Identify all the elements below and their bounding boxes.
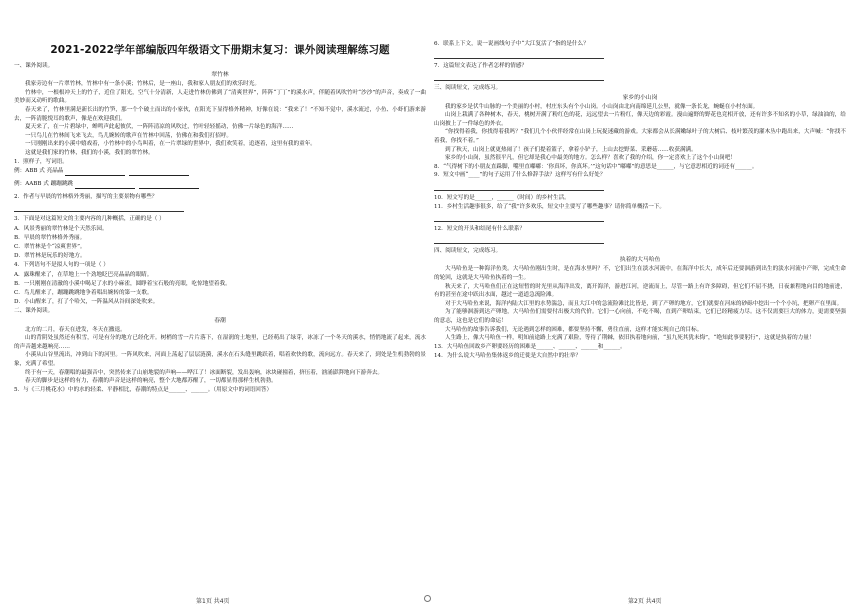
answer-line[interactable] xyxy=(434,183,604,191)
binding-hole-icon xyxy=(424,595,431,602)
answer-line[interactable] xyxy=(14,204,184,212)
question: 1．照样子，写词语。 xyxy=(14,158,68,165)
option: C．翠竹林是个“凉爽世界”。 xyxy=(14,243,86,250)
option: D．小山醒来了，打了个哈欠，一阵温风从谷间深处吹来。 xyxy=(14,299,159,306)
example-line xyxy=(14,167,426,176)
question: 6．联系上下文，说一说画线句子中“大江复活了”指的是什么？ xyxy=(434,41,589,47)
answer-line[interactable] xyxy=(434,51,604,59)
answer-line[interactable] xyxy=(434,236,604,244)
paragraph: 家乡的小山岗，虽然很平凡，但它却是我心中最美的地方。怎么样？喜欢了我的介绍，你一定喜欢上了这个小山岗吧！ xyxy=(445,155,736,162)
option: D．翠竹林是玩乐的好地方。 xyxy=(14,253,86,260)
question: 2．作者与早晨的竹林格外秀丽，描写的主要景物有哪些？ xyxy=(14,194,158,201)
example-text: 例：AABB 式 蹦蹦跳跳 xyxy=(14,180,74,187)
passage-title: 执着的大马哈鱼 xyxy=(619,257,661,264)
paragraph: 到了秋天，山岗上就更热闹了！孩子们提着篮子，拿着小铲子，上山去挖野菜、采蘑菇……收获满满。 xyxy=(445,146,697,153)
section-heading: 四、阅读短文，完成练习。 xyxy=(434,248,502,255)
answer-blank[interactable] xyxy=(65,169,125,176)
question: 11．乡村生活趣事很多，给了“我”许多欢乐，短文中主要写了哪些趣事？请你简单概括一下。 xyxy=(434,203,665,210)
answer-line[interactable] xyxy=(434,214,604,222)
answer-blank[interactable] xyxy=(139,182,199,189)
paragraph: 一只刚刚出来的小溪中嬉戏着，小竹林中的小鸟叫着，在一片翠绿的世界中，我们欢笑着，追逐着，这里有我的童年。 xyxy=(25,141,316,148)
paragraph: 山岗上栽满了各种树木，春天，桃树开满了粉红色的花，远远望去一片粉红，像天边的彩霞。漫山遍野的野花也竞相开放，还有许多不知名的小草，绿油油的，给山岗披上了一件绿色的外衣。 xyxy=(434,112,846,127)
paragraph: “你找得着我，你找得着我吗？”我们几个小伙伴经常在山岗上玩捉迷藏的游戏。大家都会从长满嫩绿叶子的大树后、枝叶繁茂的灌木丛中跑出来，大声喊：“你找不着我，你找不着。” xyxy=(434,129,846,144)
page-right xyxy=(434,0,846,592)
question: 10．短文写的是______，______（时间）的乡村生活。 xyxy=(434,194,570,201)
option: B．一只刚刚在清澈的小溪中喝足了水的小麻雀，圆睁着宝石般的亮眼，吃惊地望着我。 xyxy=(14,280,231,287)
passage-title: 春潮 xyxy=(214,317,226,324)
section-heading: 三、阅读短文，完成练习。 xyxy=(434,85,502,92)
paragraph: 这就是我们家的竹林，我们的小溪，我们的翠竹林。 xyxy=(25,149,154,156)
answer-line[interactable] xyxy=(434,73,604,81)
option: A．风景秀丽的翠竹林是个天然乐园。 xyxy=(14,225,108,232)
paragraph: 竹林中，一根根冲天上的竹子，近住了阳光，空气十分清新，人走进竹林仿佛到了“清爽世界”，阵阵“丁丁”的溪水声，伴随着风吹竹叶“沙沙”的声音，奏成了一曲美妙而又动听的歌曲。 xyxy=(14,89,426,105)
paragraph: 人生路上，像大马哈鱼一样，明知前途路上充满了艰险，等待了荆棘，依旧执着地向前，“虽九死其犹未悔”，“绝知此事要躬行”，这就是执着的力量！ xyxy=(445,335,815,342)
question: 9．短文中画“____”的句子运用了什么修辞手法？这样写有什么好处？ xyxy=(434,172,606,179)
page-left xyxy=(14,0,426,592)
document-title: 2021-2022学年部编版四年级语文下册期末复习：课外阅读理解练习题 xyxy=(50,44,390,56)
paragraph: 大马哈鱼是一种海洋鱼类。大马哈鱼刚出生时，是在海水里吗？不，它们出生在淡水河流中，在海洋中长大，成年后还要洄游到出生的淡水河流中产卵，完成生命的轮回，这就是大马哈鱼执着的一生。 xyxy=(434,266,846,281)
paragraph: 春天的脚步是这样的有力，春潮的声音是这样的响亮，整个大地都苏醒了，一切都显得那样生机勃勃。 xyxy=(25,378,277,385)
paragraph: 春天来了，竹林里满是新长出的竹笋，那一个个破土而出的小家伙，在阳光下显得格外精神，好像在说：“我来了！”不知不觉中，溪水流过，小鱼、小虾们游来游去，一阵清脆悦耳的歌声，像是在欢迎我们。 xyxy=(14,106,426,122)
page-number-right: 第2页 共4页 xyxy=(628,598,662,605)
question: 8．“气得树下的小朋友直跺脚，嘴里直嘟嘟：‘你真坏，你真坏。’”这句话中“嘟嘟”的意思是______，与它意思相近的词还有______。 xyxy=(434,163,758,170)
option: A．露珠醒来了，在草地上一个劲地眨巴亮晶晶的眼睛。 xyxy=(14,271,153,278)
passage-title: 家乡的小山岗 xyxy=(622,94,658,101)
paragraph: 北方的二月，春天在进发，冬天在撤退。 xyxy=(25,326,126,333)
section-heading: 一、课外阅读。 xyxy=(14,63,54,69)
paragraph: 对于大马哈鱼来说，海洋内陆大江里的水势湍急，而且大江中的急流险滩比比皆是，到了产卵的地方，它们就要在河床的砂砾中挖出一个个小坑，把卵产在里面。 xyxy=(445,300,843,307)
option: C．鸟儿醒来了，蹦蹦跳跳地争着唱出婉转的第一支歌。 xyxy=(14,289,153,296)
paragraph: 小溪从山谷里流出，冲到山下的河里。一阵风吹来，河面上荡起了层层涟漪，溪水在石头缝里跳跃着，唱着欢快的歌，流向远方。春天来了，到处是生机勃勃的景象，充满了希望。 xyxy=(14,352,426,367)
paragraph: 大马哈鱼的故事告诉我们，无论遇到怎样的困难，都要坚持不懈，勇往直前，这样才能实现自己的目标。 xyxy=(445,326,703,333)
question: 12．短文的开头和结尾有什么联系？ xyxy=(434,225,526,232)
paragraph: 我家旁边有一片翠竹林，竹林中有一条小溪；竹林后，是一座山，我和家人朋友们的欢乐时光。 xyxy=(25,81,260,88)
example-text: 例：ABB 式 亮晶晶 xyxy=(14,167,64,174)
question: 7．这篇短文表达了作者怎样的情感？ xyxy=(434,63,528,70)
paragraph: 我的家乡是伏牛山脉的一个美丽的小村，村庄东头有个小山岗。小山岗由北向南绵延几公里，就像一条长龙，蜿蜒在小村东面。 xyxy=(445,103,759,110)
passage-title: 翠竹林 xyxy=(211,72,229,79)
paragraph: 为了能够洄游到达产卵地，大马哈鱼们需要付出极大的代价。它们一心向前，不吃不喝，直到产卵结束，它们已经精疲力尽。这不仅需要巨大的体力，更需要坚强的意志，这也是它们的命运！ xyxy=(434,309,846,324)
question: 5．与《三月桃花水》中的水的轻柔、平静相比，春潮的特点是______、______。（用原文中的词语回答） xyxy=(14,386,273,393)
question: 13．大马哈鱼回故乡产卵要经历的困难是______、______、______和______。 xyxy=(434,343,626,350)
question: 14．为什么说大马哈鱼集体返乡的迁徙是大自然中的壮举？ xyxy=(434,352,581,359)
question: 3．下面是对这篇短文的主要内容的几种概括，正确的是（ ） xyxy=(14,216,165,223)
paragraph: 终于有一天，春潮唱的最强音中，突然传来了山崩地裂的声响——哗江了！冰面断裂，发出轰响，冰块碰撞着，挤压着，汹涌澎湃地向下游奔去。 xyxy=(25,369,384,376)
section-heading: 二、课外阅读。 xyxy=(14,308,54,315)
paragraph: 山的背阴处虽然还有积雪，可是有分的地方已经化开。树梢的雪一片片落下，在湿润的土地里，已经萌出了绿芽，冰冻了一个冬天的溪水，悄悄地流了起来，流水的声音越来越响亮…… xyxy=(14,335,426,350)
question: 4．下列语句不是拟人句的一项是（ ） xyxy=(14,262,109,269)
answer-blank[interactable] xyxy=(129,169,189,176)
page-number-left: 第1页 共4页 xyxy=(196,598,230,605)
paragraph: 一只鸟儿在竹林间飞来飞去，鸟儿婉转的歌声在竹林中回荡，仿佛在和我们打招呼。 xyxy=(25,132,232,139)
option: B．早晨的翠竹林格外秀丽。 xyxy=(14,234,86,241)
paragraph: 夏天来了，在一片碧绿中，蝉鸣声此起彼伏，一阵阵清凉的风吹过，竹叶轻轻摇动，仿佛一片绿色的海洋…… xyxy=(25,124,294,131)
example-line xyxy=(14,180,426,189)
paragraph: 秋天来了，大马哈鱼们正在这短暂的时光里从海洋出发，离开海洋，游进江河，逆流而上，尽管一路上有许多障碍，但它们不屈不挠，日夜兼程地向目的地前进，有的甚至在途中跃出水面，越过一道道急流险滩。 xyxy=(434,283,846,299)
answer-blank[interactable] xyxy=(75,182,135,189)
